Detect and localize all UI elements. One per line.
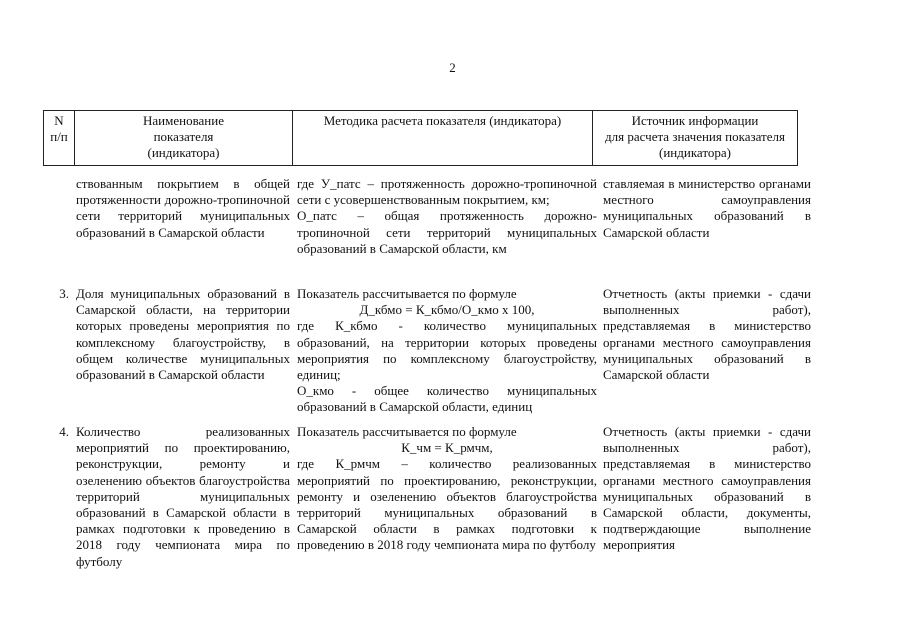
indicator-name: Количество реализованных мероприятий по проектированию, реконструкции, ремонту и озеленению объектов благоустройства территорий муниципальных образований в Самарской области в рамках подготовки к проведению в 2018 году чемпионата мира по футболу [76,424,290,569]
header-method [293,111,593,166]
row-number: 3. [59,286,69,301]
indicator-method [297,286,597,416]
method-intro: Показатель рассчитывается по формуле [297,286,517,301]
header-name-line: Наименование [143,113,224,128]
indicator-source: Отчетность (акты приемки - сдачи выполненных работ), представляемая в министерство органами местного самоуправления муниципальных образований в Самарской области [603,286,811,383]
method-paragraph: где К_рмчм – количество реализованных мероприятий по проектированию, реконструкции, ремонту и озеленению объектов благоустройства территорий муниципальных образований в Самарской области в рамках подготовки к проведению в 2018 году чемпионата мира по футболу [297,456,597,553]
formula: Д_кбмо = К_кбмо/О_кмо x 100, [359,302,535,318]
indicator-method [297,176,597,257]
header-source [593,111,798,166]
method-paragraph: О_кмо - общее количество муниципальных образований в Самарской области, единиц [297,383,597,415]
method-intro: Показатель рассчитывается по формуле [297,424,517,439]
table-header [43,110,798,166]
header-source-line: Источник информации [631,113,759,128]
header-source-line: (индикатора) [659,145,731,160]
header-n-line: п/п [50,129,68,144]
header-number [44,111,75,166]
method-paragraph: О_патс – общая протяженность дорожно-тропиночной сети территорий муниципальных образований в Самарской области, км [297,208,597,256]
formula: К_чм = К_рмчм, [401,440,493,456]
header-method-line: Методика расчета показателя (индикатора) [323,113,562,128]
indicator-name: Доля муниципальных образований в Самарской области, на территории которых проведены мероприятия по комплексному благоустройству, в общем количестве муниципальных образований в Самарской области [76,286,290,383]
header-source-line: для расчета значения показателя [605,129,785,144]
indicator-method [297,424,597,554]
method-paragraph: где У_патс – протяженность дорожно-тропиночной сети с усовершенствованным покрытием, км; [297,176,597,208]
header-name-line: показателя [153,129,214,144]
indicator-source: Отчетность (акты приемки - сдачи выполненных работ), представляемая в министерство органами местного самоуправления муниципальных образований в Самарской области, документы, подтверждающие выполнение мероприятия [603,424,811,553]
header-name-line: (индикатора) [147,145,220,160]
indicator-source: ставляемая в министерство органами местного самоуправления муниципальных образований в Самарской области [603,176,811,240]
indicator-name: ствованным покрытием в общей протяженности дорожно-тропиночной сети территорий муниципальных образований в Самарской области [76,176,290,240]
header-n-line: N [54,113,64,128]
header-indicator-name [75,111,293,166]
method-paragraph: где К_кбмо - количество муниципальных образований, на территории которых проведены мероприятия по комплексному благоустройству, единиц; [297,318,597,383]
row-number: 4. [59,424,69,439]
page-number: 2 [449,60,456,75]
